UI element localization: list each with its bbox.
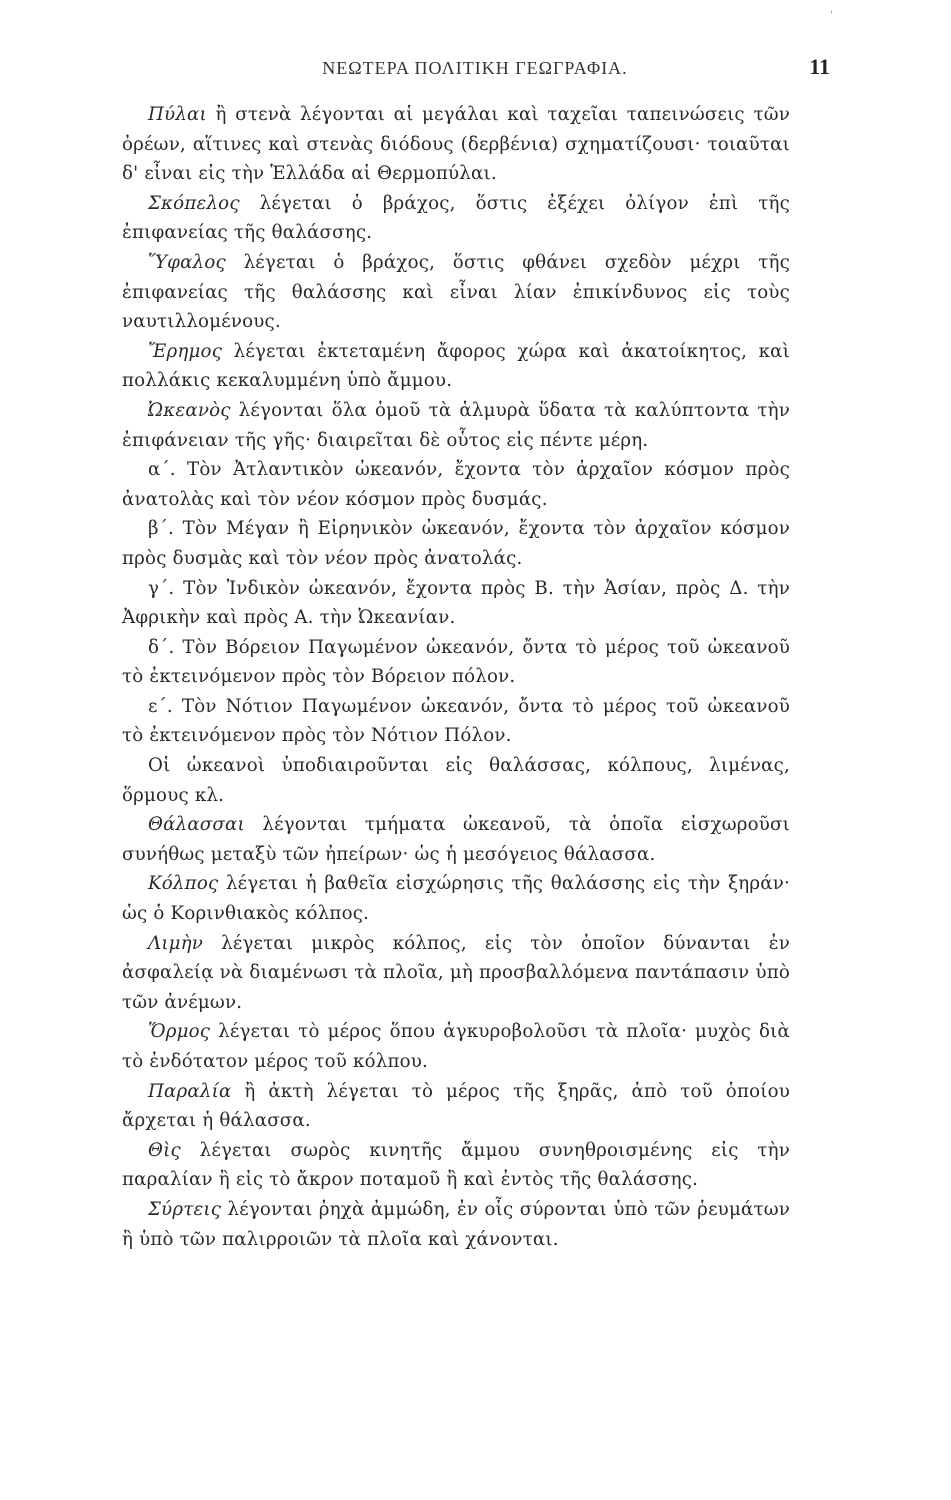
- term-ormos: Ὅρμος: [148, 1021, 211, 1043]
- ocean-arctic: δ΄. Τὸν Βόρειον Παγωμένον ὠκεανόν, ὄντα τὸ μέρος τοῦ ὠκεανοῦ τὸ ἐκτεινόμενον πρὸς τὸν Βόρειον πόλον.: [122, 636, 790, 688]
- ocean-atlantic: α΄. Τὸν Ἀτλαντικὸν ὠκεανόν, ἔχοντα τὸν ἀρχαῖον κόσμον πρὸς ἀνατολὰς καὶ τὸν νέον κόσμον πρὸς δυσμάς.: [122, 459, 790, 510]
- running-title: ΝΕΩΤΕΡΑ ΠΟΛΙΤΙΚΗ ΓΕΩΓΡΑΦΙΑ.: [322, 58, 628, 78]
- definition-thalassai: λέγονται τμήματα ὠκεανοῦ, τὰ ὁποῖα εἰσχωροῦσι συνήθως μεταξὺ τῶν ἠπείρων· ὡς ἡ μεσόγειος θάλασσα.: [122, 814, 790, 865]
- term-thalassai: Θάλασσαι: [148, 814, 245, 836]
- list-item-antarctic: [122, 692, 790, 751]
- term-yfalos: Ὕφαλος: [148, 251, 226, 273]
- term-pylai: Πύλαι: [148, 104, 207, 125]
- paragraph-limin: [122, 929, 790, 1018]
- list-item-pacific: [122, 514, 790, 573]
- paragraph-kolpos: [122, 869, 790, 928]
- ocean-pacific: β΄. Τὸν Μέγαν ἢ Εἰρηνικὸν ὠκεανόν, ἔχοντα τὸν ἀρχαῖον κόσμον πρὸς δυσμὰς καὶ τὸν νέον πρὸς ἀνατολάς.: [122, 518, 790, 569]
- list-item-indian: [122, 574, 790, 633]
- term-this: Θὶς: [148, 1139, 181, 1161]
- term-skopelos: Σκόπελος: [148, 192, 240, 214]
- definition-kolpos: λέγεται ἡ βαθεῖα εἰσχώρησις τῆς θαλάσσης εἰς τὴν ξηράν· ὡς ὁ Κορινθιακὸς κόλπος.: [122, 873, 790, 925]
- paragraph-syrteis: [122, 1195, 790, 1254]
- term-paralia: Παραλία: [148, 1080, 232, 1102]
- paragraph-okeanos: [122, 396, 790, 455]
- term-okeanos: Ὠκεανὸς: [148, 399, 231, 421]
- definition-yfalos: λέγεται ὁ βράχος, ὅστις φθάνει σχεδὸν μέχρι τῆς ἐπιφανείας τῆς θαλάσσης καὶ εἶναι λίαν ἐπικίνδυνος εἰς τοὺς ναυτιλλομένους.: [122, 251, 790, 333]
- list-item-atlantic: [122, 455, 790, 514]
- definition-okeanos: λέγονται ὅλα ὁμοῦ τὰ ἁλμυρὰ ὕδατα τὰ καλύπτοντα τὴν ἐπιφάνειαν τῆς γῆς· διαιρεῖται δὲ οὗτος εἰς πέντε μέρη.: [122, 399, 790, 451]
- subdivisions-text: Οἱ ὠκεανοὶ ὑποδιαιροῦνται εἰς θαλάσσας, κόλπους, λιμένας, ὅρμους κλ.: [122, 755, 790, 806]
- paragraph-subdivisions: [122, 751, 790, 810]
- definition-pylai: ἢ στενὰ λέγονται αἱ μεγάλαι καὶ ταχεῖαι ταπεινώσεις τῶν ὀρέων, αἵτινες καὶ στενὰς διόδους (δερβένια) σχηματίζουσι· τοιαῦται δ' εἶναι εἰς τὴν Ἑλλάδα αἱ Θερμοπύλαι.: [122, 104, 790, 185]
- ocean-indian: γ΄. Τὸν Ἰνδικὸν ὠκεανόν, ἔχοντα πρὸς Β. τὴν Ἀσίαν, πρὸς Δ. τὴν Ἀφρικὴν καὶ πρὸς Α. τὴν Ὠκεανίαν.: [122, 577, 790, 629]
- definition-syrteis: λέγονται ῥηχὰ ἀμμώδη, ἐν οἷς σύρονται ὑπὸ τῶν ῥευμάτων ἢ ὑπὸ τῶν παλιρροιῶν τὰ πλοῖα καὶ χάνονται.: [122, 1198, 790, 1250]
- paragraph-this: [122, 1136, 790, 1195]
- list-item-arctic: [122, 633, 790, 692]
- paragraph-pylai: [122, 100, 790, 189]
- paragraph-paralia: [122, 1077, 790, 1136]
- paragraph-thalassai: [122, 810, 790, 869]
- definition-ormos: λέγεται τὸ μέρος ὅπου ἀγκυροβολοῦσι τὰ πλοῖα· μυχὸς διὰ τὸ ἐνδότατον μέρος τοῦ κόλπου.: [122, 1021, 790, 1072]
- term-limin: Λιμὴν: [148, 932, 204, 954]
- running-head: [120, 54, 830, 88]
- definition-skopelos: λέγεται ὁ βράχος, ὅστις ἐξέχει ὀλίγον ἐπὶ τῆς ἐπιφανείας τῆς θαλάσσης.: [122, 192, 790, 244]
- paragraph-yfalos: [122, 248, 790, 337]
- term-erimos: Ἔρημος: [148, 340, 223, 362]
- term-kolpos: Κόλπος: [148, 873, 219, 895]
- definition-erimos: λέγεται ἐκτεταμένη ἄφορος χώρα καὶ ἀκατοίκητος, καὶ πολλάκις κεκαλυμμένη ὑπὸ ἄμμου.: [122, 340, 790, 392]
- paragraph-erimos: [122, 337, 790, 396]
- paragraph-ormos: [122, 1017, 790, 1076]
- margin-speck: ': [830, 10, 833, 21]
- term-syrteis: Σύρτεις: [148, 1198, 222, 1220]
- definition-this: λέγεται σωρὸς κινητῆς ἄμμου συνηθροισμένης εἰς τὴν παραλίαν ἢ εἰς τὸ ἄκρον ποταμοῦ ἢ καὶ ἐντὸς τῆς θαλάσσης.: [122, 1139, 790, 1191]
- definition-limin: λέγεται μικρὸς κόλπος, εἰς τὸν ὁποῖον δύνανται ἐν ἀσφαλείᾳ νὰ διαμένωσι τὰ πλοῖα, μὴ προσβαλλόμενα παντάπασιν ὑπὸ τῶν ἀνέμων.: [122, 932, 790, 1013]
- paragraph-skopelos: [122, 189, 790, 248]
- body-text: [122, 100, 790, 1254]
- definition-paralia: ἢ ἀκτὴ λέγεται τὸ μέρος τῆς ξηρᾶς, ἀπὸ τοῦ ὁποίου ἄρχεται ἡ θάλασσα.: [122, 1080, 790, 1132]
- page-number: 11: [809, 54, 830, 79]
- ocean-antarctic: ε΄. Τὸν Νότιον Παγωμένον ὠκεανόν, ὄντα τὸ μέρος τοῦ ὠκεανοῦ τὸ ἐκτεινόμενον πρὸς τὸν Νότιον Πόλον.: [122, 695, 790, 747]
